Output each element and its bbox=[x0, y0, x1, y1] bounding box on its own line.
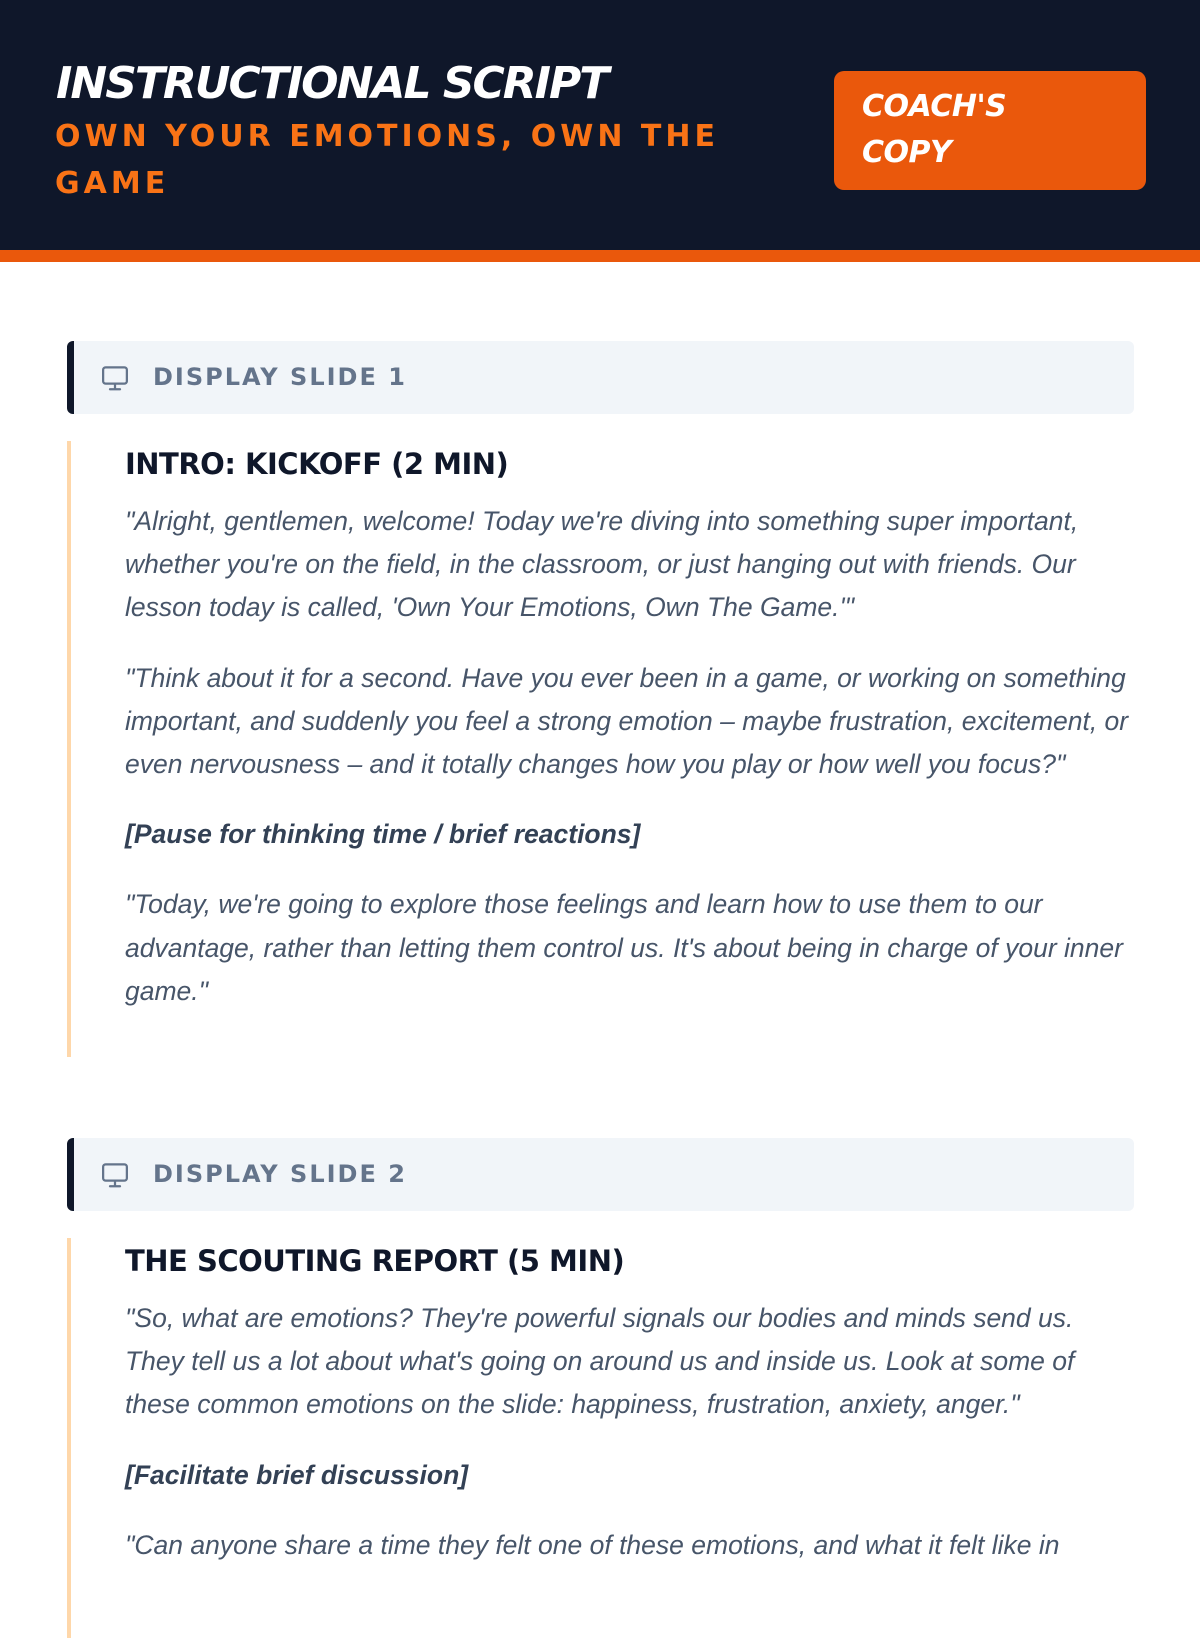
badge-line-2: COPY bbox=[862, 135, 952, 170]
page-header bbox=[0, 0, 1200, 262]
coaches-copy-badge bbox=[834, 71, 1146, 190]
script-title: INSTRUCTIONAL SCRIPT bbox=[56, 58, 608, 109]
badge-line-1: COACH'S bbox=[862, 89, 1007, 124]
script-paragraph: "Think about it for a second. Have you ever been in a game, or working on something important, and suddenly you feel a strong emotion – maybe frustration, excitement, or even nervousness – and it totally changes how you play or how well you focus?" bbox=[125, 662, 1129, 780]
display-slide-label: DISPLAY SLIDE 1 bbox=[153, 363, 407, 391]
script-paragraph: "Can anyone share a time they felt one of these emotions, and what it felt like in bbox=[125, 1529, 1060, 1560]
section-intro-kickoff bbox=[67, 441, 1137, 1057]
section-title: INTRO: KICKOFF (2 MIN) bbox=[125, 447, 509, 481]
monitor-icon bbox=[100, 363, 130, 393]
display-slide-1-bar bbox=[67, 341, 1134, 414]
monitor-icon bbox=[100, 1160, 130, 1190]
lesson-subtitle: OWN YOUR EMOTIONS, OWN THE GAME bbox=[55, 119, 719, 201]
section-title: THE SCOUTING REPORT (5 MIN) bbox=[125, 1244, 625, 1278]
display-slide-label: DISPLAY SLIDE 2 bbox=[153, 1160, 407, 1188]
stage-direction: [Pause for thinking time / brief reactions] bbox=[125, 819, 641, 850]
script-paragraph: "Today, we're going to explore those feelings and learn how to use them to our advantage, rather than letting them control us. It's about being in charge of your inner game." bbox=[125, 889, 1123, 1006]
section-scouting-report bbox=[67, 1238, 1137, 1638]
display-slide-2-bar bbox=[67, 1138, 1134, 1211]
stage-direction: [Facilitate brief discussion] bbox=[125, 1459, 469, 1490]
script-paragraph: "So, what are emotions? They're powerful signals our bodies and minds send us. They tell us a lot about what's going on around us and inside us. Look at some of these common emotions on the slide: happiness, frustration, anxiety, anger." bbox=[125, 1303, 1075, 1420]
script-paragraph: "Alright, gentlemen, welcome! Today we're diving into something super important, whether you're on the field, in the classroom, or just hanging out with friends. Our lesson today is called, 'Own Your Emotions, Own The Game.'" bbox=[125, 506, 1079, 623]
